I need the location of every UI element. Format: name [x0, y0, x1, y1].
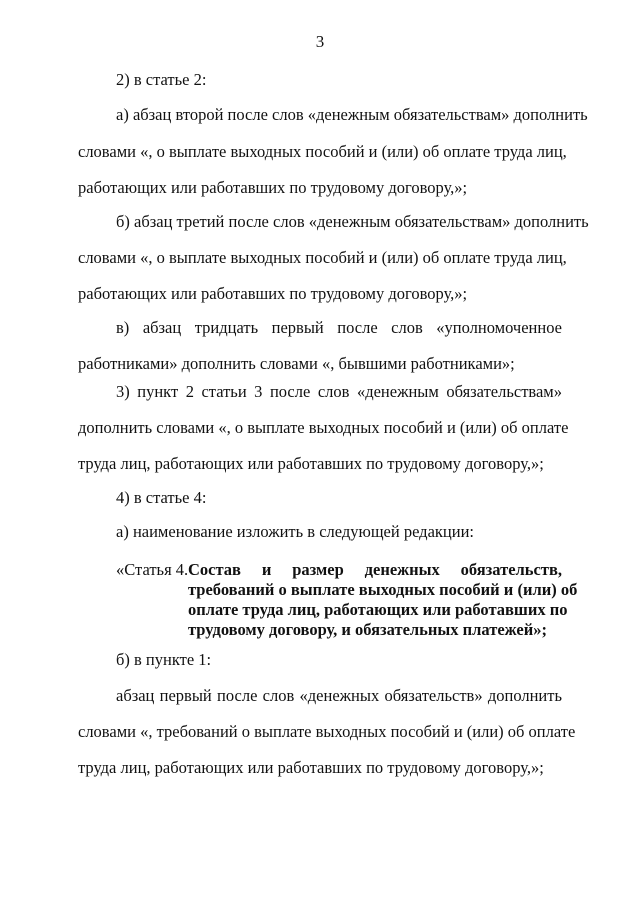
paragraph-item-3-line-2: дополнить словами «, о выплате выходных пособий и (или) об оплате — [78, 418, 569, 437]
paragraph-b-line-1: б) абзац третий после слов «денежным обязательствам» дополнить — [116, 212, 589, 231]
article-heading-line-3: оплате труда лиц, работающих или работавших по — [188, 600, 568, 619]
paragraph-item-4: 4) в статье 4: — [116, 488, 207, 507]
paragraph-item-2: 2) в статье 2: — [116, 70, 207, 89]
paragraph-item-3-line-1: 3) пункт 2 статьи 3 после слов «денежным обязательствам» — [116, 382, 562, 401]
paragraph-item-3-line-3: труда лиц, работающих или работавших по трудовому договору,»; — [78, 454, 544, 473]
article-heading-line-4: трудовому договору, и обязательных платежей»; — [188, 620, 547, 639]
paragraph-4a: а) наименование изложить в следующей редакции: — [116, 522, 474, 541]
paragraph-a-line-3: работающих или работавших по трудовому договору,»; — [78, 178, 468, 197]
paragraph-b-line-3: работающих или работавших по трудовому договору,»; — [78, 284, 468, 303]
paragraph-v-line-1: в) абзац тридцать первый после слов «уполномоченное — [116, 318, 562, 337]
page-number: 3 — [315, 32, 325, 51]
paragraph-4b-sub-line-3: труда лиц, работающих или работавших по трудовому договору,»; — [78, 758, 544, 777]
paragraph-4b: б) в пункте 1: — [116, 650, 212, 669]
paragraph-a-line-1: а) абзац второй после слов «денежным обязательствам» дополнить — [116, 105, 588, 124]
paragraph-a-line-2: словами «, о выплате выходных пособий и (или) об оплате труда лиц, — [78, 142, 567, 161]
paragraph-b-line-2: словами «, о выплате выходных пособий и (или) об оплате труда лиц, — [78, 248, 567, 267]
paragraph-4b-sub-line-1: абзац первый после слов «денежных обязательств» дополнить — [116, 686, 562, 705]
article-heading-label: «Статья 4. — [116, 560, 189, 579]
paragraph-4b-sub-line-2: словами «, требований о выплате выходных пособий и (или) об оплате — [78, 722, 576, 741]
paragraph-v-line-2: работниками» дополнить словами «, бывшими работниками»; — [78, 354, 515, 373]
article-heading-line-2: требований о выплате выходных пособий и (или) об — [188, 580, 578, 599]
article-heading-line-1: Состав и размер денежных обязательств, — [188, 560, 562, 579]
